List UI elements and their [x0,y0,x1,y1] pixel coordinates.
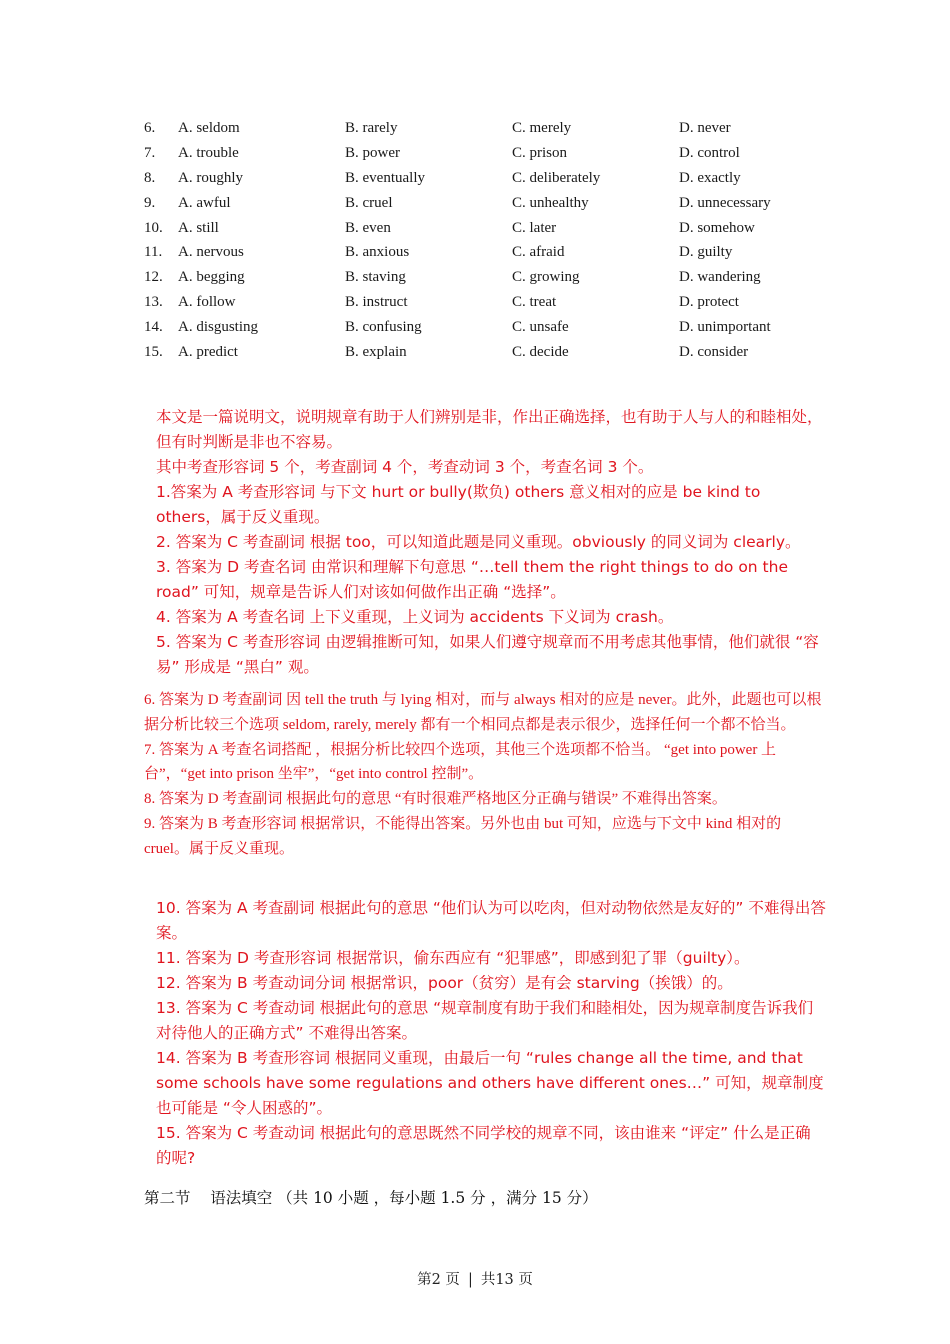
answer-explanation: 3. 答案为 D 考查名词 由常识和理解下句意思 “…tell them the right things to do on the road” 可知，规章是告诉人们对该如何做作出正确 “选择”。 [156,558,788,601]
option-a: A. predict [178,344,238,361]
passage-summary: 本文是一篇说明文，说明规章有助于人们辨别是非，作出正确选择，也有助于人与人的和睦相处，但有时判断是非也不容易。 [156,408,823,451]
total-pages: 共13 页 [480,1272,533,1288]
option-c: C. afraid [512,244,565,261]
option-b: B. rarely [345,120,398,136]
option-c: C. unsafe [512,319,569,336]
answer-explanation: 5. 答案为 C 考查形容词 由逻辑推断可知，如果人们遵守规章而不用考虑其他事情，他们就很 “容易” 形成是 “黑白” 观。 [156,633,819,676]
option-a: A. disgusting [178,319,259,336]
option-row [144,315,824,340]
option-row [144,116,824,141]
option-d: D. control [679,144,740,161]
answer-explanation: 10. 答案为 A 考查副词 根据此句的意思 “他们认为可以吃肉，但对动物依然是友好的” 不难得出答案。 [156,899,826,942]
option-row [144,191,824,216]
option-b: B. confusing [345,319,422,336]
option-a: A. follow [178,294,236,311]
question-number: 11. [144,244,163,261]
option-c: C. decide [512,344,569,361]
option-d: D. wandering [679,269,761,286]
question-number: 8. [144,169,156,186]
option-b: B. anxious [345,244,410,261]
answer-explanation: 13. 答案为 C 考查动词 根据此句的意思 “规章制度有助于我们和睦相处，因为规章制度告诉我们对待他人的正确方式” 不难得出答案。 [156,999,814,1042]
option-a: A. awful [178,194,231,211]
option-b: B. instruct [345,294,408,311]
option-c: C. later [512,219,557,236]
option-c: C. merely [512,120,572,136]
option-d: D. consider [679,344,749,361]
question-number: 9. [144,194,156,211]
answer-explanation: 14. 答案为 B 考查形容词 根据同义重现，由最后一句 “rules change all the time, and that some schools have some regulations and others have different ones…” 可知，规章制度也可能是 “令人困惑的”。 [156,1049,824,1117]
option-d: D. protect [679,294,739,311]
answer-explanation: 11. 答案为 D 考查形容词 根据常识，偷东西应有 “犯罪感”，即感到犯了罪（guilty）。 [156,949,750,967]
question-number: 12. [144,269,163,286]
option-b: B. power [345,144,400,161]
section-heading: 第二节 语法填空 （共 10 小题 ，每小题 1.5 分 ，满分 15 分） [144,1189,598,1207]
question-number: 10. [144,219,163,236]
answer-explanation-block-1 [156,405,826,680]
option-c: C. unhealthy [512,194,589,211]
question-number: 7. [144,144,156,161]
page-number: 第2 页 [417,1272,460,1288]
option-d: D. guilty [679,244,733,261]
option-a: A. begging [178,269,245,286]
option-row [144,290,824,315]
answer-explanation: 6. 答案为 D 考查副词 因 tell the truth 与 lying 相对，而与 always 相对的应是 never。此外，此题也可以根据分析比较三个选项 seldom, rarely, merely 都有一个相同点都是表示很少，选择任何一个都不恰当。 [144,692,822,733]
option-c: C. prison [512,144,568,161]
answer-explanation: 2. 答案为 C 考查副词 根据 too，可以知道此题是同义重现。obviously 的同义词为 clearly。 [156,533,801,551]
option-d: D. somehow [679,219,755,236]
option-d: D. unimportant [679,319,771,336]
option-row [144,240,824,265]
option-a: A. seldom [178,120,240,136]
option-a: A. roughly [178,169,243,186]
page-footer [0,1268,950,1289]
option-row [144,216,824,241]
option-c: C. treat [512,294,557,311]
answer-explanation: 7. 答案为 A 考查名词搭配 ，根据分析比较四个选项，其他三个选项都不恰当。 “get into power 上台”，“get into prison 坐牢”，“get into control 控制”。 [144,741,777,783]
question-number: 6. [144,120,156,136]
answer-explanation: 4. 答案为 A 考查名词 上下义重现，上义词为 accidents 下义词为 crash。 [156,608,674,626]
option-d: D. unnecessary [679,194,771,211]
answer-explanation: 12. 答案为 B 考查动词分词 根据常识，poor（贫穷）是有会 starving（挨饿）的。 [156,974,733,992]
question-type-summary: 其中考查形容词 5 个，考查副词 4 个，考查动词 3 个，考查名词 3 个。 [156,458,654,476]
footer-separator: | [467,1272,473,1288]
question-number: 14. [144,319,163,336]
option-c: C. growing [512,269,580,286]
option-d: D. exactly [679,169,741,186]
option-row [144,340,824,365]
option-a: A. still [178,219,219,236]
question-number: 15. [144,344,163,361]
option-row [144,141,824,166]
option-b: B. even [345,219,391,236]
option-a: A. trouble [178,144,239,161]
option-b: B. eventually [345,169,425,186]
option-row [144,166,824,191]
answer-explanation: 9. 答案为 B 考查形容词 根据常识，不能得出答案。另外也由 but 可知，应选与下文中 kind 相对的 cruel。属于反义重现。 [144,815,782,857]
option-a: A. nervous [178,244,244,261]
answer-explanation: 15. 答案为 C 考查动词 根据此句的意思既然不同学校的规章不同，该由谁来 “评定” 什么是正确的呢? [156,1124,811,1167]
option-c: C. deliberately [512,169,601,186]
option-d: D. never [679,120,731,136]
option-row [144,265,824,290]
question-number: 13. [144,294,163,311]
answer-explanation-block-2 [144,688,824,862]
option-b: B. explain [345,344,407,361]
option-b: B. staving [345,269,406,286]
answer-explanation-block-3 [156,896,826,1171]
answer-explanation: 1.答案为 A 考查形容词 与下文 hurt or bully(欺负) others 意义相对的应是 be kind to others，属于反义重现。 [156,483,761,526]
options-table [144,116,824,365]
answer-explanation: 8. 答案为 D 考查副词 根据此句的意思 “有时很难严格地区分正确与错误” 不难得出答案。 [144,791,727,808]
option-b: B. cruel [345,194,393,211]
